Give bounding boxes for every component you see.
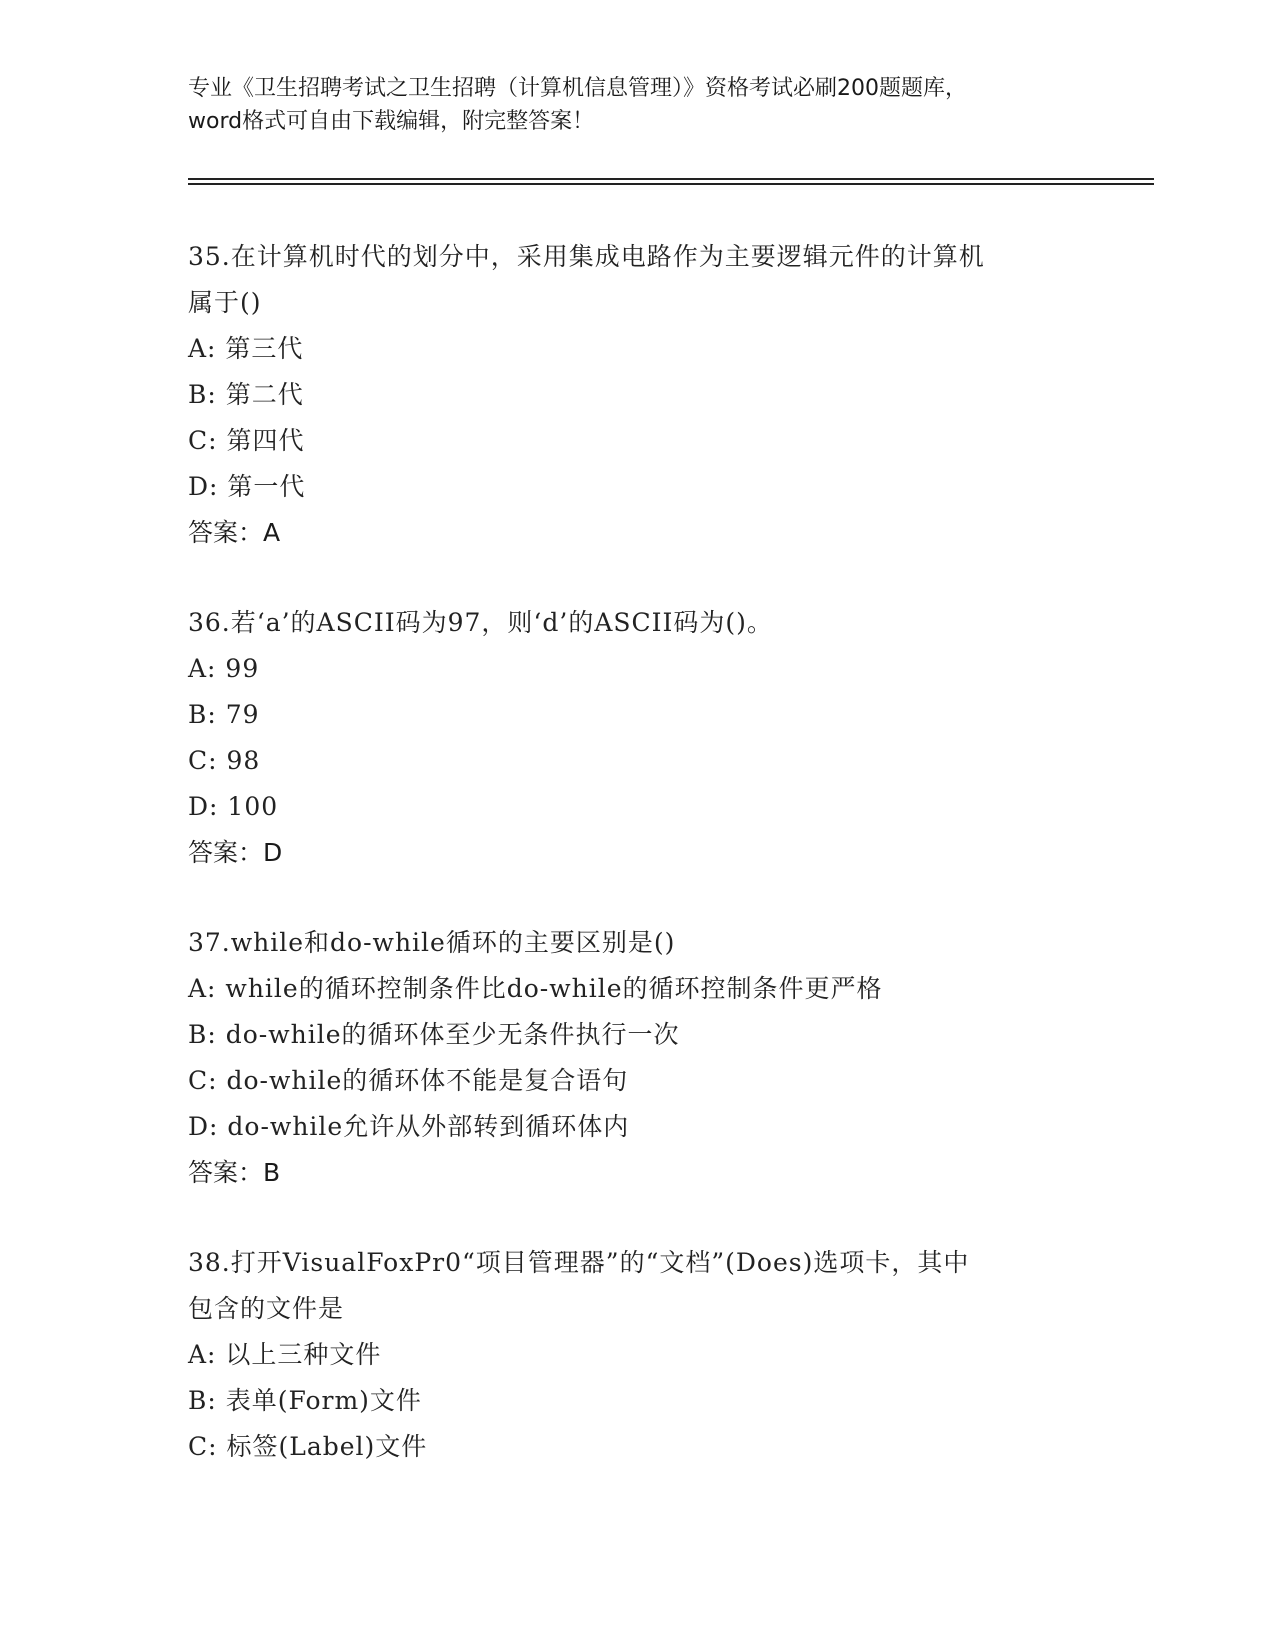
option-c: C: 第四代 <box>188 426 305 455</box>
option-c: C: do-while的循环体不能是复合语句 <box>188 1066 629 1095</box>
question-37 <box>188 920 1088 1196</box>
option-a: A: while的循环控制条件比do-while的循环控制条件更严格 <box>188 974 883 1003</box>
answer: 答案：A <box>188 518 281 547</box>
question-text-line: 35.在计算机时代的划分中，采用集成电路作为主要逻辑元件的计算机 <box>188 242 985 271</box>
option-c: C: 98 <box>188 746 261 775</box>
question-text-line: 38.打开VisualFoxPr0“项目管理器”的“文档”(Does)选项卡，其中 <box>188 1248 970 1277</box>
answer: 答案：D <box>188 838 283 867</box>
question-35 <box>188 234 1088 556</box>
header-divider-bottom <box>188 183 1154 185</box>
option-d: D: do-while允许从外部转到循环体内 <box>188 1112 630 1141</box>
option-a: A: 以上三种文件 <box>188 1340 382 1369</box>
answer: 答案：B <box>188 1158 281 1187</box>
option-b: B: do-while的循环体至少无条件执行一次 <box>188 1020 680 1049</box>
option-b: B: 表单(Form)文件 <box>188 1386 422 1415</box>
question-text-line: 包含的文件是 <box>188 1294 345 1323</box>
header-line-2: word格式可自由下载编辑，附完整答案！ <box>188 109 595 134</box>
option-b: B: 79 <box>188 700 260 729</box>
option-a: A: 第三代 <box>188 334 304 363</box>
option-a: A: 99 <box>188 654 260 683</box>
question-36 <box>188 600 1088 876</box>
option-d: D: 第一代 <box>188 472 306 501</box>
header-line-1: 专业《卫生招聘考试之卫生招聘（计算机信息管理）》资格考试必刷200题题库， <box>188 76 967 101</box>
question-list <box>188 234 1088 1514</box>
header-divider-top <box>188 178 1154 180</box>
option-b: B: 第二代 <box>188 380 304 409</box>
question-text-line: 36.若‘a’的ASCII码为97，则‘d’的ASCII码为()。 <box>188 608 773 637</box>
option-d: D: 100 <box>188 792 279 821</box>
question-text-line: 37.while和do-while循环的主要区别是() <box>188 928 676 957</box>
option-c: C: 标签(Label)文件 <box>188 1432 428 1461</box>
document-header <box>188 72 1088 138</box>
question-text-line: 属于() <box>188 288 262 317</box>
question-38 <box>188 1240 1088 1470</box>
